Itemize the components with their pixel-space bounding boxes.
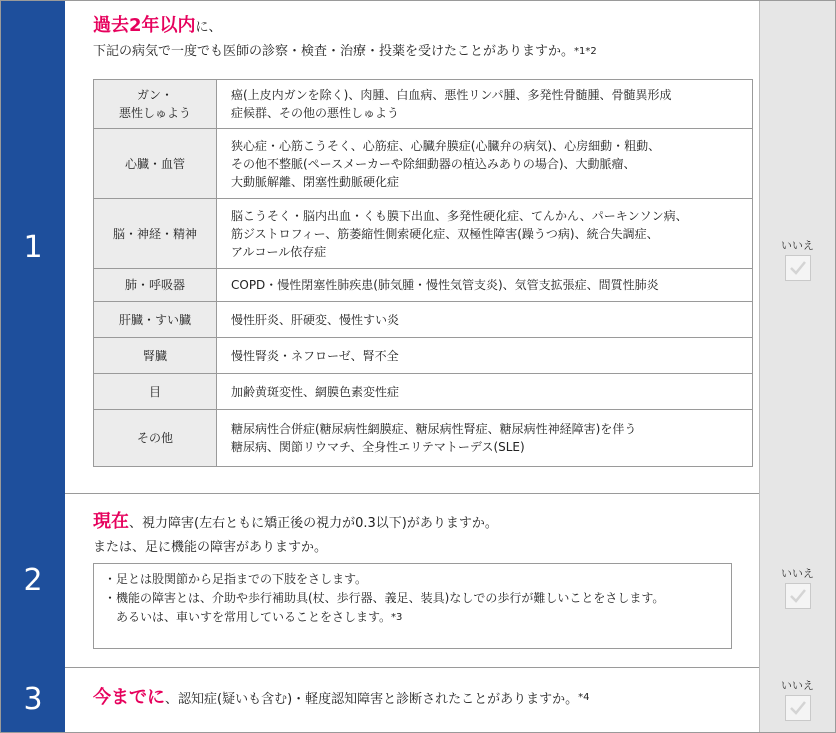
question-3 bbox=[1, 667, 835, 732]
disease-category: 腎臓 bbox=[94, 338, 217, 374]
question-text: 今までに、認知症(疑いも含む)・軽度認知障害と診断されたことがありますか。$^{*4}$ bbox=[93, 687, 590, 708]
disease-category: 肝臓・すい臓 bbox=[94, 302, 217, 338]
disease-description: 慢性肝炎、肝硬変、慢性すい炎 bbox=[217, 302, 753, 338]
no-checkbox[interactable] bbox=[785, 583, 811, 609]
disease-description: 狭心症・心筋こうそく、心筋症、心臓弁膜症(心臓弁の病気)、心房細動・粗動、 その他不整脈(ペースメーカーや除細動器の植込みありの場合)、大動脈瘤、 大動脈解離、閉塞性動脈硬化症 bbox=[217, 129, 753, 199]
table-row bbox=[94, 129, 753, 199]
check-icon bbox=[788, 698, 808, 718]
question-text: 過去2年以内に、 bbox=[93, 15, 222, 36]
disease-description: 癌(上皮内ガンを除く)、肉腫、白血病、悪性リンパ腫、多発性骨髄腫、骨髄異形成 症候群、その他の悪性しゅよう bbox=[217, 80, 753, 129]
footnote-mark: *3 bbox=[391, 612, 403, 623]
disease-category: その他 bbox=[94, 410, 217, 467]
disease-category: 肺・呼吸器 bbox=[94, 269, 217, 302]
footnote-mark: *4 bbox=[578, 692, 590, 703]
table-row bbox=[94, 302, 753, 338]
question-number: 1 bbox=[1, 1, 65, 493]
table-row bbox=[94, 410, 753, 467]
answer-label: いいえ bbox=[781, 679, 814, 692]
no-checkbox[interactable] bbox=[785, 695, 811, 721]
disease-description: 加齢黄斑変性、網膜色素変性症 bbox=[217, 374, 753, 410]
table-row bbox=[94, 374, 753, 410]
no-checkbox[interactable] bbox=[785, 255, 811, 281]
note-line: あるいは、車いすを常用していることをさします。$^{*3}$ bbox=[104, 610, 403, 624]
question-highlight: 今までに bbox=[93, 687, 165, 708]
disease-description: COPD・慢性閉塞性肺疾患(肺気腫・慢性気管支炎)、気管支拡張症、間質性肺炎 bbox=[217, 269, 753, 302]
answer-column bbox=[759, 493, 835, 667]
question-highlight: 過去2年以内 bbox=[93, 15, 196, 36]
disease-category: ガン・ 悪性しゅよう bbox=[94, 80, 217, 129]
note-line: ・機能の障害とは、介助や歩行補助具(杖、歩行器、義足、装具)なしでの歩行が難しいことをさします。 bbox=[104, 591, 665, 605]
note-box bbox=[93, 563, 732, 649]
question-text-line2: 下記の病気で一度でも医師の診察・検査・治療・投薬を受けたことがありますか。$^{*1*2}$ bbox=[93, 44, 597, 59]
table-row bbox=[94, 199, 753, 269]
answer-column bbox=[759, 1, 835, 493]
answer-column bbox=[759, 667, 835, 732]
table-row bbox=[94, 80, 753, 129]
disease-category: 目 bbox=[94, 374, 217, 410]
question-number: 3 bbox=[1, 667, 65, 732]
check-icon bbox=[788, 258, 808, 278]
disease-category: 心臓・血管 bbox=[94, 129, 217, 199]
table-row bbox=[94, 338, 753, 374]
disease-description: 糖尿病性合併症(糖尿病性網膜症、糖尿病性腎症、糖尿病性神経障害)を伴う 糖尿病、関節リウマチ、全身性エリテマトーデス(SLE) bbox=[217, 410, 753, 467]
answer-label: いいえ bbox=[781, 239, 814, 252]
question-text-line2: または、足に機能の障害がありますか。 bbox=[93, 540, 328, 555]
footnote-mark: *1*2 bbox=[574, 46, 597, 57]
question-2 bbox=[1, 493, 835, 668]
disease-category: 脳・神経・精神 bbox=[94, 199, 217, 269]
disease-table bbox=[93, 79, 753, 467]
question-highlight: 現在 bbox=[93, 511, 129, 532]
answer-label: いいえ bbox=[781, 567, 814, 580]
disease-description: 脳こうそく・脳内出血・くも膜下出血、多発性硬化症、てんかん、パーキンソン病、 筋ジストロフィー、筋萎縮性側索硬化症、双極性障害(躁うつ病)、統合失調症、 アルコール依存症 bbox=[217, 199, 753, 269]
disease-description: 慢性腎炎・ネフローゼ、腎不全 bbox=[217, 338, 753, 374]
question-number: 2 bbox=[1, 493, 65, 667]
question-text: 現在、視力障害(左右ともに矯正後の視力が0.3以下)がありますか。 bbox=[93, 511, 498, 532]
table-row bbox=[94, 269, 753, 302]
question-1 bbox=[1, 1, 835, 494]
check-icon bbox=[788, 586, 808, 606]
note-line: ・足とは股関節から足指までの下肢をさします。 bbox=[104, 572, 368, 586]
